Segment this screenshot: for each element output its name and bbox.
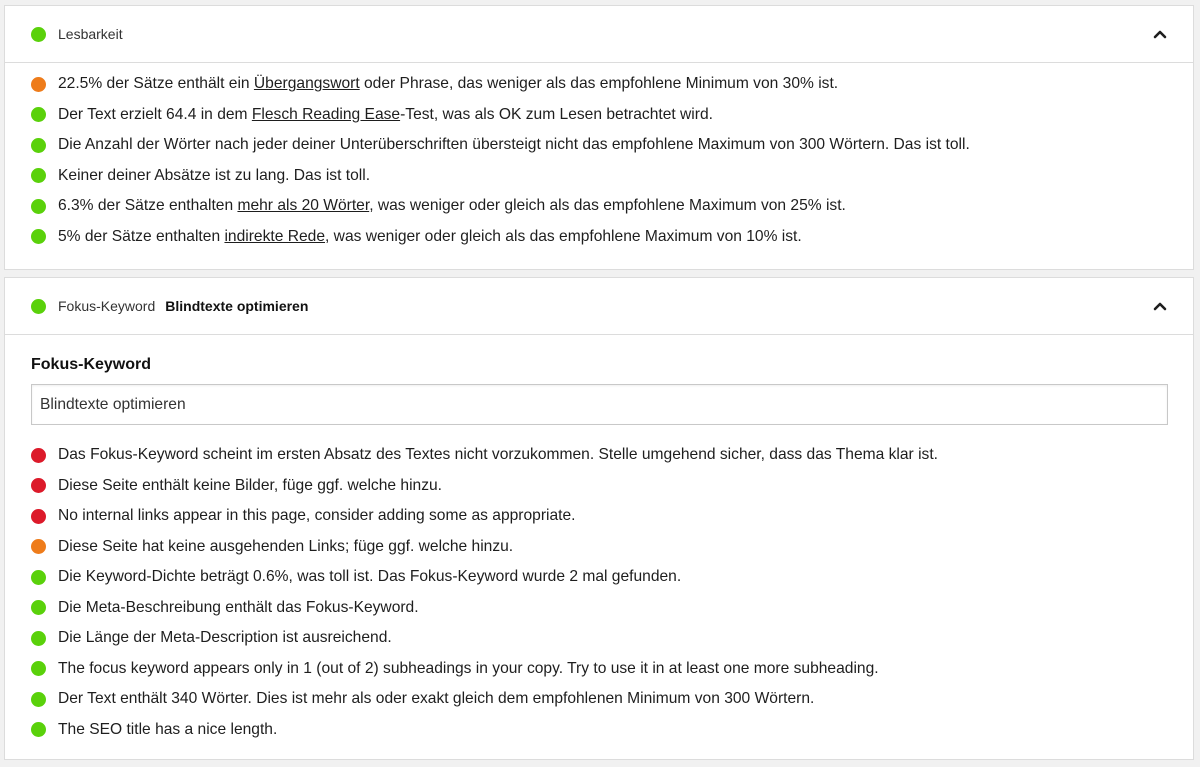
status-dot-good xyxy=(31,722,46,737)
readability-title: Lesbarkeit xyxy=(58,26,123,42)
result-text: The SEO title has a nice length. xyxy=(58,720,278,738)
focus-keyword-title: Fokus-Keyword xyxy=(58,298,156,314)
status-dot-good xyxy=(31,661,46,676)
readability-result-item xyxy=(5,130,1193,161)
chevron-up-icon[interactable] xyxy=(1151,297,1169,315)
focus-keyword-results xyxy=(5,440,1193,745)
focus-result-item xyxy=(5,715,1193,746)
result-text: Die Anzahl der Wörter nach jeder deiner Unterüberschriften übersteigt nicht das empfohlene Maximum von 300 Wörtern. Das ist toll. xyxy=(58,136,970,154)
status-dot-ok xyxy=(31,539,46,554)
focus-keyword-panel xyxy=(4,277,1194,760)
result-link[interactable]: indirekte Rede xyxy=(224,227,326,245)
result-text: Die Keyword-Dichte beträgt 0.6%, was toll ist. Das Fokus-Keyword wurde 2 mal gefunden. xyxy=(58,568,682,586)
result-text: The focus keyword appears only in 1 (out of 2) subheadings in your copy. Try to use it in at least one more subheading. xyxy=(58,659,879,677)
result-link[interactable]: Flesch Reading Ease xyxy=(251,105,401,123)
result-text: Die Länge der Meta-Description ist ausreichend. xyxy=(58,629,392,647)
focus-result-item xyxy=(5,623,1193,654)
readability-panel xyxy=(4,5,1194,270)
status-dot-good xyxy=(31,168,46,183)
result-text: Diese Seite hat keine ausgehenden Links; füge ggf. welche hinzu. xyxy=(58,537,514,555)
status-dot-bad xyxy=(31,509,46,524)
status-dot-bad xyxy=(31,478,46,493)
chevron-up-icon[interactable] xyxy=(1151,25,1169,43)
result-text: Die Meta-Beschreibung enthält das Fokus-Keyword. xyxy=(58,598,419,616)
result-text: Das Fokus-Keyword scheint im ersten Absatz des Textes nicht vorzukommen. Stelle umgehend sicher, dass das Thema klar ist. xyxy=(58,446,939,464)
readability-result-item xyxy=(5,222,1193,253)
status-dot-good xyxy=(31,600,46,615)
focus-keyword-field-label: Fokus-Keyword xyxy=(31,356,152,373)
result-text: Diese Seite enthält keine Bilder, füge ggf. welche hinzu. xyxy=(58,476,443,494)
focus-result-item xyxy=(5,562,1193,593)
status-dot-good xyxy=(31,229,46,244)
readability-result-item xyxy=(5,100,1193,131)
status-dot-good xyxy=(31,138,46,153)
status-dot-ok xyxy=(31,77,46,92)
result-text: 5% der Sätze enthalten indirekte Rede, was weniger oder gleich als das empfohlene Maximum von 10% ist. xyxy=(58,227,802,245)
readability-panel-header[interactable] xyxy=(5,6,1193,63)
focus-result-item xyxy=(5,654,1193,685)
status-dot-good xyxy=(31,631,46,646)
result-text: Der Text enthält 340 Wörter. Dies ist mehr als oder exakt gleich dem empfohlenen Minimum von 300 Wörtern. xyxy=(58,690,815,708)
focus-result-item xyxy=(5,684,1193,715)
result-link[interactable]: Übergangswort xyxy=(253,75,360,93)
readability-result-item xyxy=(5,161,1193,192)
result-text: Der Text erzielt 64.4 in dem Flesch Reading Ease-Test, was als OK zum Lesen betrachtet wird. xyxy=(58,105,713,123)
readability-result-item xyxy=(5,191,1193,222)
readability-result-item xyxy=(5,69,1193,100)
focus-keyword-value: Blindtexte optimieren xyxy=(165,298,309,314)
result-text: Keiner deiner Absätze ist zu lang. Das ist toll. xyxy=(58,166,371,184)
result-text: 6.3% der Sätze enthalten mehr als 20 Wörter, was weniger oder gleich als das empfohlene Maximum von 25% ist. xyxy=(58,197,846,215)
readability-status-dot xyxy=(31,27,46,42)
status-dot-good xyxy=(31,570,46,585)
focus-keyword-panel-header[interactable] xyxy=(5,278,1193,335)
result-text: No internal links appear in this page, consider adding some as appropriate. xyxy=(58,507,576,525)
focus-status-dot xyxy=(31,299,46,314)
status-dot-good xyxy=(31,199,46,214)
status-dot-good xyxy=(31,107,46,122)
focus-result-item xyxy=(5,532,1193,563)
focus-result-item xyxy=(5,471,1193,502)
focus-result-item xyxy=(5,593,1193,624)
status-dot-good xyxy=(31,692,46,707)
result-link[interactable]: mehr als 20 Wörter xyxy=(237,197,370,215)
status-dot-bad xyxy=(31,448,46,463)
readability-results xyxy=(5,63,1193,252)
result-text: 22.5% der Sätze enthält ein Übergangswort oder Phrase, das weniger als das empfohlene Minimum von 30% ist. xyxy=(58,75,839,93)
focus-result-item xyxy=(5,501,1193,532)
focus-keyword-input[interactable] xyxy=(31,384,1168,425)
focus-result-item xyxy=(5,440,1193,471)
